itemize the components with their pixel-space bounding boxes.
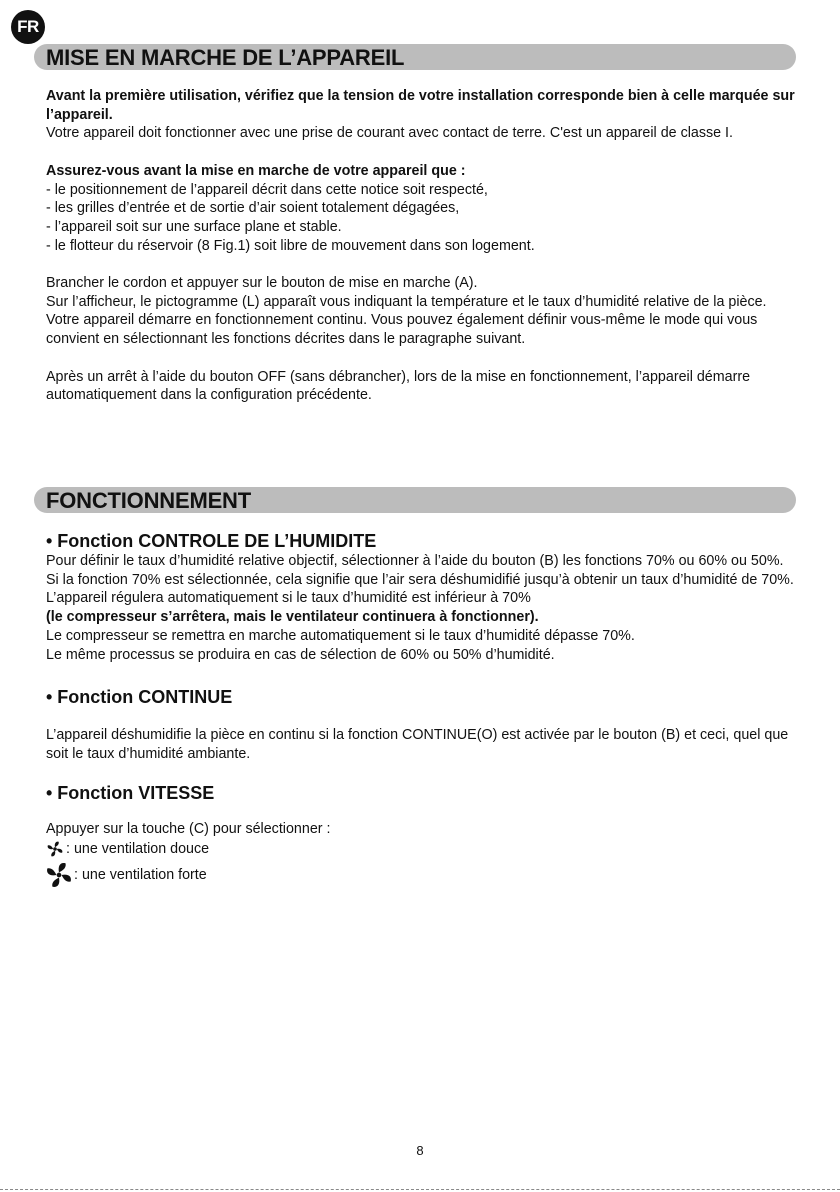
- section-title: FONCTIONNEMENT: [46, 488, 251, 513]
- intro-text: Votre appareil doit fonctionner avec une prise de courant avec contact de terre. C'est un appareil de classe I.: [46, 125, 734, 142]
- paragraph: Appuyer sur la touche (C) pour sélectionner :: [46, 820, 331, 837]
- checklist-item: - le flotteur du réservoir (8 Fig.1) soit libre de mouvement dans son logement.: [46, 237, 535, 254]
- checklist-item: - les grilles d’entrée et de sortie d’air soient totalement dégagées,: [46, 200, 460, 217]
- speed-heading: • Fonction VITESSE: [46, 782, 215, 803]
- section-header-mise-en-marche: [34, 44, 796, 70]
- paragraph: Brancher le cordon et appuyer sur le bouton de mise en marche (A).: [46, 275, 478, 291]
- paragraph-text: Si la fonction 70% est sélectionnée, cela signifie que l’air sera déshumidifié jusqu’à obtenir un taux d’humidité de 70%. L’appareil régulera automatiquement si le taux d’humidité est inférieur à 70%: [46, 571, 794, 607]
- paragraph: L’appareil déshumidifie la pièce en continu si la fonction CONTINUE(O) est activée par le bouton (B) et ceci, quel que soit le taux d’humidité ambiante.: [46, 727, 789, 762]
- fan-low-line: [46, 838, 798, 860]
- paragraph: Après un arrêt à l’aide du bouton OFF (sans débrancher), lors de la mise en fonctionnement, l’appareil démarre automatiquement dans la configuration précédente.: [46, 368, 751, 404]
- checklist-item: - l’appareil soit sur une surface plane et stable.: [46, 218, 342, 235]
- section-title: MISE EN MARCHE DE L’APPAREIL: [46, 45, 405, 70]
- fan-low-icon: [46, 840, 64, 858]
- fan-high-label: : une ventilation forte: [74, 866, 207, 883]
- continue-heading: • Fonction CONTINUE: [46, 687, 233, 708]
- paragraph: Le même processus se produira en cas de sélection de 60% ou 50% d’humidité.: [46, 646, 555, 663]
- paragraph: [46, 571, 798, 627]
- checklist-item: - le positionnement de l’appareil décrit dans cette notice soit respecté,: [46, 181, 488, 198]
- fan-low-label: : une ventilation douce: [66, 840, 210, 857]
- bottom-divider: [0, 1189, 840, 1190]
- paragraph: Sur l’afficheur, le pictogramme (L) apparaît vous indiquant la température et le taux d’humidité relative de la pièce.: [46, 293, 767, 310]
- compressor-note: (le compresseur s’arrêtera, mais le ventilateur continuera à fonctionner).: [46, 609, 539, 626]
- page-number: 8: [416, 1143, 424, 1158]
- paragraph: Pour définir le taux d’humidité relative objectif, sélectionner à l’aide du bouton (B) les fonctions 70% ou 60% ou 50%.: [46, 553, 784, 569]
- checklist-heading: Assurez-vous avant la mise en marche de votre appareil que :: [46, 162, 466, 179]
- language-badge: FR: [11, 10, 45, 44]
- section-mise-en-marche-body: [46, 87, 798, 405]
- paragraph: Votre appareil démarre en fonctionnement continu. Vous pouvez également définir vous-même le mode qui vous convient en sélectionnant les fonctions décrites dans le paragraphe suivant.: [46, 312, 758, 348]
- humidity-heading: • Fonction CONTROLE DE L’HUMIDITE: [46, 531, 377, 551]
- paragraph: Le compresseur se remettra en marche automatiquement si le taux d’humidité dépasse 70%.: [46, 627, 635, 644]
- section-header-fonctionnement: [34, 487, 796, 513]
- intro-warning: Avant la première utilisation, vérifiez que la tension de votre installation corresponde bien à celle marquée sur l’appareil.: [46, 88, 795, 123]
- fan-high-icon: [46, 862, 72, 888]
- fan-high-line: [46, 860, 798, 890]
- section-fonctionnement-body: [46, 530, 798, 890]
